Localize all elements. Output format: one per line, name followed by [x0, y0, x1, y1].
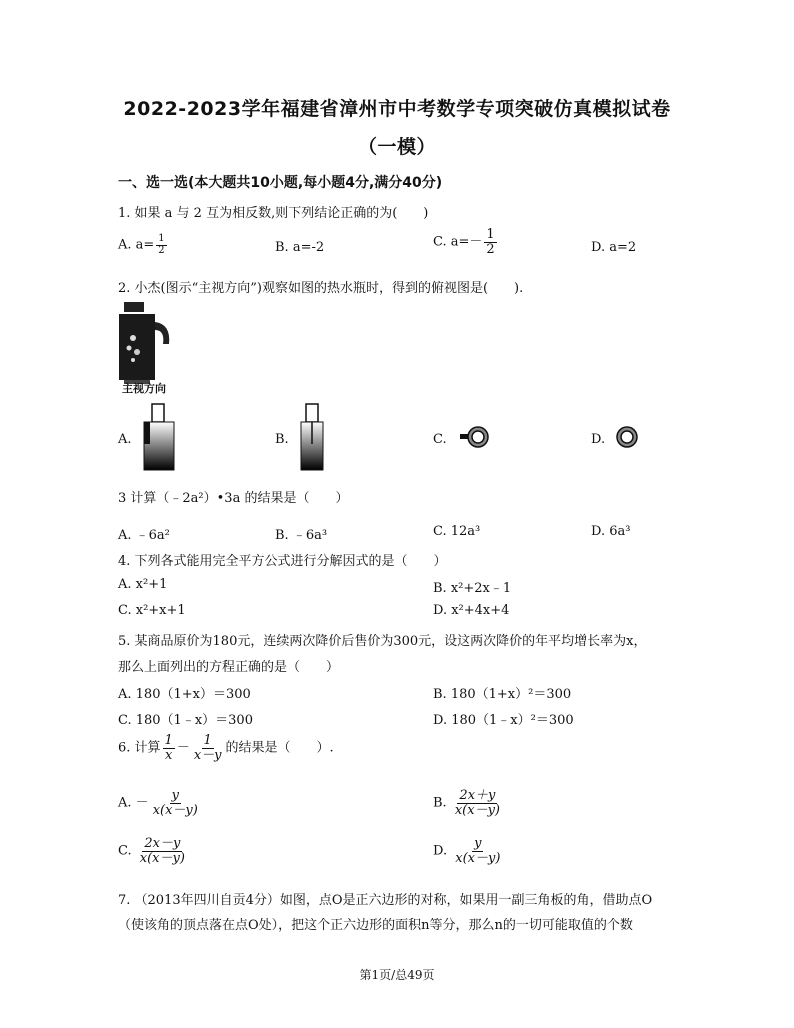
question-1-option-c	[433, 228, 499, 256]
option-a-drawing	[140, 402, 182, 476]
option-b-drawing	[298, 402, 328, 476]
fraction-numerator: 1	[158, 233, 165, 244]
option-c-text: C. a=－	[433, 234, 483, 250]
fraction-denominator: x(x－y)	[152, 802, 198, 818]
option-a-text: A. a=	[118, 237, 155, 253]
question-6-stem	[118, 734, 334, 762]
thermos-top-view-ring-icon	[614, 424, 640, 450]
stem-suffix: 的结果是（ ）.	[225, 740, 334, 756]
question-5-stem: 5. 某商品原价为180元，连续两次降价后售价为300元，设这两次降价的年平均增长率为x，	[118, 634, 647, 649]
question-4-option-a: A. x²+1	[118, 577, 168, 592]
option-label: A.	[118, 795, 132, 811]
thermos-side-view-handle-icon	[140, 402, 182, 472]
question-5-option-a: A. 180（1+x）＝300	[118, 687, 251, 702]
option-label: C.	[118, 843, 132, 859]
fraction-numerator: y	[171, 788, 179, 803]
minus-sign: －	[135, 795, 149, 811]
question-5-stem-continued: 那么上面列出的方程正确的是（ ）	[118, 660, 340, 675]
fraction-denominator: x－y	[193, 747, 222, 763]
question-5-option-c: C. 180（1﹣x）＝300	[118, 713, 253, 728]
fraction-numerator: y	[474, 836, 482, 851]
fraction-denominator: x(x－y)	[455, 850, 501, 866]
question-1-stem: 1. 如果 a 与 2 互为相反数,则下列结论正确的为( )	[118, 206, 429, 221]
question-1-option-b: B. a=-2	[275, 240, 325, 255]
fraction-denominator: x	[165, 747, 173, 763]
question-6-option-c	[118, 837, 189, 865]
page-footer: 第1页/总49页	[359, 968, 435, 982]
question-4-option-b: B. x²+2x﹣1	[433, 581, 512, 596]
fraction-denominator: x(x－y)	[139, 850, 185, 866]
figure-caption: 主视方向	[122, 382, 166, 395]
question-4-option-c: C. x²+x+1	[118, 603, 186, 618]
fraction-denominator: 2	[158, 244, 165, 256]
minus-sign: －	[176, 740, 190, 756]
option-label: D.	[433, 843, 448, 859]
question-1-option-a	[118, 234, 169, 256]
question-2-stem: 2. 小杰(图示“主视方向”)观察如图的热水瓶时，得到的俯视图是( ).	[118, 281, 524, 296]
question-2-option-d: D.	[591, 432, 606, 447]
question-5-option-d: D. 180（1﹣x）²＝300	[433, 713, 574, 728]
option-c-drawing	[458, 424, 492, 454]
question-6-option-a	[118, 789, 202, 817]
question-2-option-a: A.	[118, 432, 132, 447]
question-3-option-d: D. 6a³	[591, 524, 631, 539]
question-4-option-d: D. x²+4x+4	[433, 603, 510, 618]
fraction-denominator: x(x－y)	[454, 802, 500, 818]
question-1-option-d: D. a=2	[591, 240, 637, 255]
thermos-top-view-with-handle-icon	[458, 424, 492, 450]
fraction-numerator: 1	[486, 227, 495, 242]
stem-prefix: 6. 计算	[118, 740, 161, 756]
question-3-option-b: B. ﹣6a³	[275, 528, 328, 543]
question-4-stem: 4. 下列各式能用完全平方公式进行分解因式的是（ ）	[118, 554, 447, 569]
fraction-numerator: 2x－y	[144, 836, 181, 851]
question-7-line-1: 7. （2013年四川自贡4分）如图，点O是正六边形的对称，如果用一副三角板的角，借助点O	[118, 893, 653, 908]
question-5-option-b: B. 180（1+x）²＝300	[433, 687, 572, 702]
section-heading: 一、选一选(本大题共10小题,每小题4分,满分40分)	[118, 175, 443, 191]
option-label: B.	[433, 795, 447, 811]
fraction-denominator: 2	[486, 241, 495, 257]
fraction-numerator: 1	[164, 733, 173, 748]
page-title: 2022-2023学年福建省漳州市中考数学专项突破仿真模拟试卷	[123, 98, 671, 120]
question-7-line-2: （使该角的顶点落在点O处），把这个正六边形的面积n等分，那么n的一切可能取值的个数	[118, 918, 633, 933]
thermos-front-view-icon	[298, 402, 328, 472]
fraction-numerator: 2x＋y	[459, 788, 496, 803]
question-2-option-c: C.	[433, 432, 447, 447]
page-subtitle: （一模）	[357, 136, 436, 158]
question-3-stem: 3 计算（﹣2a²）•3a 的结果是（ ）	[118, 491, 349, 506]
question-3-option-a: A. ﹣6a²	[118, 528, 170, 543]
option-d-drawing	[614, 424, 640, 454]
question-6-option-d	[433, 837, 504, 865]
fraction-numerator: 1	[203, 733, 212, 748]
question-6-option-b	[433, 789, 504, 817]
question-2-option-b: B.	[275, 432, 289, 447]
question-3-option-c: C. 12a³	[433, 524, 481, 539]
